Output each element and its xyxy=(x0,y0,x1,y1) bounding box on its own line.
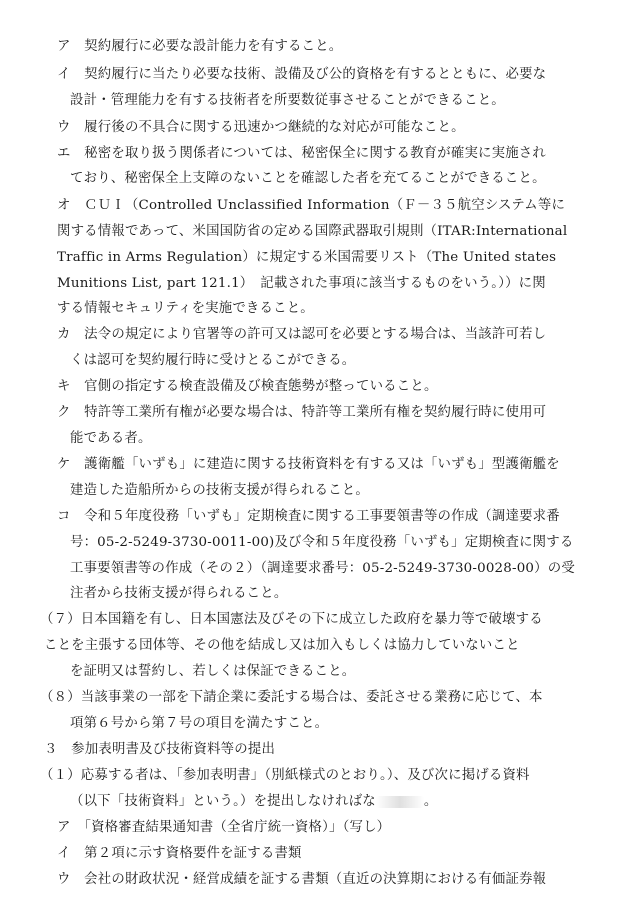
text-line: ウ 履行後の不具合に関する迅速かつ継続的な対応が可能なこと。 xyxy=(57,120,465,135)
section-heading: ３ 参加表明書及び技術資料等の提出 xyxy=(44,742,276,757)
text-line: イ 契約履行に当たり必要な技術、設備及び公的資格を有するとともに、必要な xyxy=(57,67,547,82)
text-line: （１）応募する者は、「参加表明書」（別紙様式のとおり。）、及び次に掲げる資料 xyxy=(40,768,530,783)
text-line: キ 官側の指定する検査設備及び検査態勢が整っていること。 xyxy=(57,379,438,394)
text-line: コ 令和５年度役務「いずも」定期検査に関する工事要領書等の作成（調達要求番 xyxy=(57,509,560,524)
text-line: オ ＣＵＩ（Controlled Unclassified Information（Ｆ－３５航空システム等に xyxy=(57,198,566,213)
text-line: イ 第２項に示す資格要件を証する書類 xyxy=(57,846,302,861)
text-line-start: （以下「技術資料」という。）を提出しなければな xyxy=(70,794,376,809)
text-line: （７）日本国籍を有し、日本国憲法及びその下に成立した政府を暴力等で破壊する xyxy=(40,612,543,627)
text-line: する情報セキュリティを実施できること。 xyxy=(57,301,314,316)
text-line: 関する情報であって、米国国防省の定める国際武器取引規則（ITAR:International xyxy=(57,224,568,239)
text-line: カ 法令の規定により官署等の許可又は認可を必要とする場合は、当該許可若し xyxy=(57,327,547,342)
text-line: （８）当該事業の一部を下請企業に委託する場合は、委託させる業務に応じて、本 xyxy=(40,690,543,705)
text-line: ク 特許等工業所有権が必要な場合は、特許等工業所有権を契約履行時に使用可 xyxy=(57,405,547,420)
blurred-text xyxy=(376,796,424,808)
text-line: ア 「資格審査結果通知書（全省庁統一資格）」（写し） xyxy=(57,820,391,835)
text-line: ウ 会社の財政状況・経営成績を証する書類（直近の決算期における有価証券報 xyxy=(57,872,547,887)
text-line: 建造した造船所からの技術支援が得られること。 xyxy=(70,483,369,498)
text-line: ており、秘密保全上支障のないことを確認した者を充てることができること。 xyxy=(70,171,546,186)
text-line: くは認可を契約履行時に受けとるこができる。 xyxy=(70,353,356,368)
text-line: 項第６号から第７号の項目を満たすこと。 xyxy=(70,716,329,731)
text-line: エ 秘密を取り扱う関係者については、秘密保全に関する教育が確実に実施され xyxy=(57,146,546,161)
text-line: 設計・管理能力を有する技術者を所要数従事させることができること。 xyxy=(70,93,505,108)
text-line: 号：05-2-5249-3730-0011-00)及び令和５年度役務「いずも」定期検査に関する xyxy=(70,535,574,550)
text-line: 能である者。 xyxy=(70,431,152,446)
text-line: Traffic in Arms Regulation）に規定する米国需要リスト（The United states xyxy=(57,250,557,265)
text-line: Munitions List, part 121.1） 記載された事項に該当するものをいう。））に関 xyxy=(57,276,546,291)
text-line: ケ 護衛艦「いずも」に建造に関する技術資料を有する又は「いずも」型護衛艦を xyxy=(57,457,560,472)
text-line-end: 。 xyxy=(423,794,438,809)
text-line: ア 契約履行に必要な設計能力を有すること。 xyxy=(57,39,343,54)
text-line: を証明又は誓約し、若しくは保証できること。 xyxy=(70,664,356,679)
text-line: 工事要領書等の作成（その２）（調達要求番号：05-2-5249-3730-0028-00）の受 xyxy=(70,561,575,576)
text-line xyxy=(70,789,437,815)
text-line: 注者から技術支援が得られること。 xyxy=(70,586,288,601)
text-line: ことを主張する団体等、その他を結成し又は加入もしくは協力していないこと xyxy=(44,638,520,653)
